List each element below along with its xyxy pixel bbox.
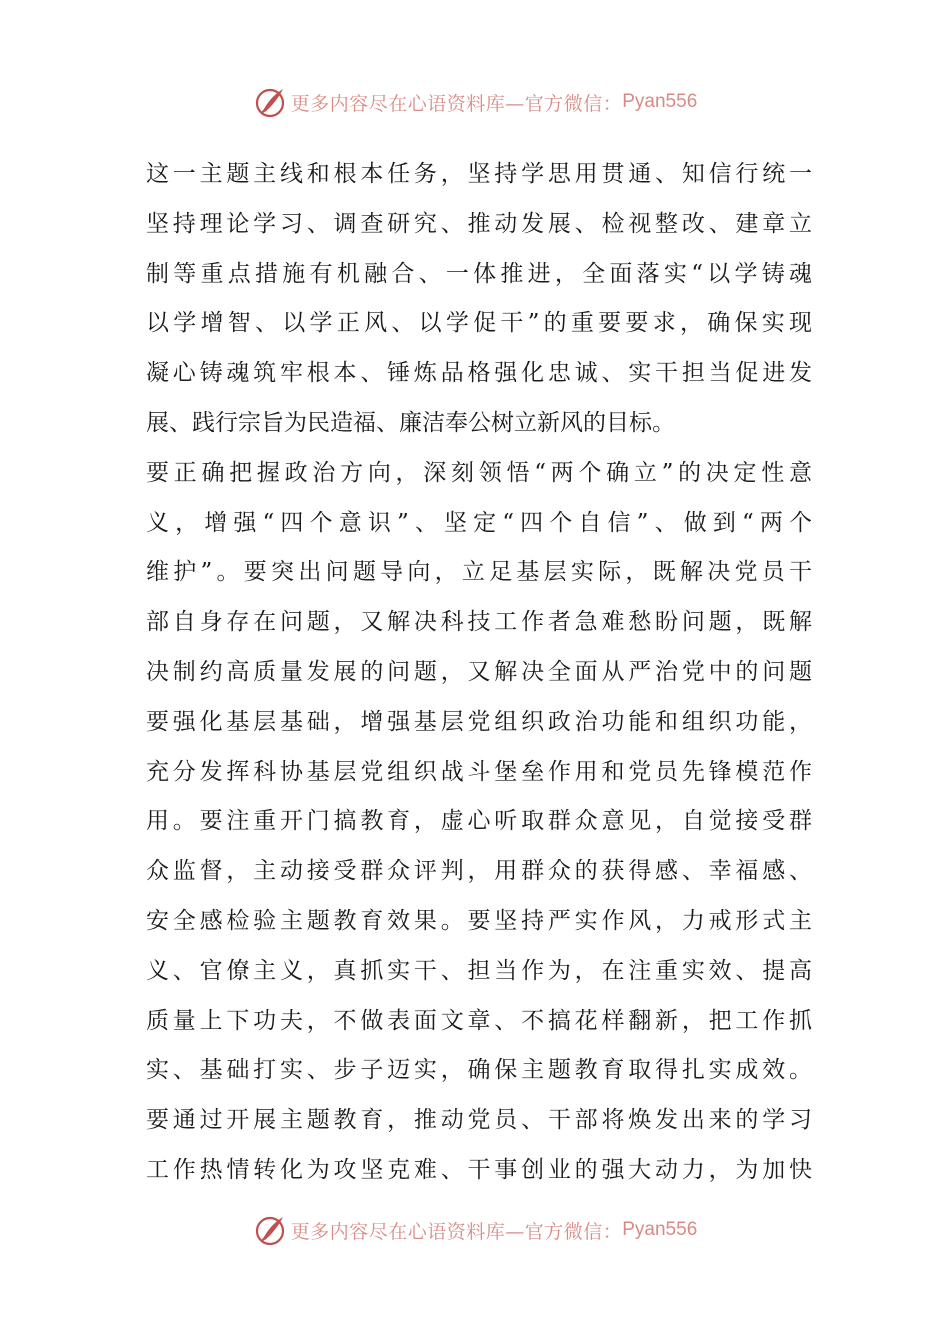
quill-logo-icon (253, 1213, 287, 1247)
text-line: 部自身存在问题，又解决科技工作者急难愁盼问题，既解 (146, 609, 812, 636)
text-line: 这一主题主线和根本任务，坚持学思用贯通、知信行统一 (146, 161, 812, 187)
text-line: 要通过开展主题教育，推动党员、干部将焕发出来的学习 (146, 1107, 812, 1134)
watermark-text: 更多内容尽在心语资料库—官方微信： (290, 1220, 623, 1243)
watermark-text: 更多内容尽在心语资料库—官方微信： (290, 92, 623, 115)
quill-logo-icon (253, 85, 287, 119)
text-line: 要正确把握政治方向，深刻领悟“两个确立”的决定性意 (146, 459, 812, 486)
footer-watermark (0, 1210, 950, 1250)
text-line: 凝心铸魂筑牢根本、锤炼品格强化忠诚、实干担当促进发 (146, 360, 812, 387)
document-body (146, 150, 812, 1196)
watermark-wechat-id: Pyan556 (622, 1219, 698, 1240)
text-line: 质量上下功夫，不做表面文章、不搞花样翻新，把工作抓 (146, 1007, 812, 1034)
text-line: 实、基础打实、步子迈实，确保主题教育取得扎实成效。 (146, 1057, 812, 1084)
text-line: 坚持理论学习、调查研究、推动发展、检视整改、建章立 (146, 210, 812, 237)
text-line: 展、践行宗旨为民造福、廉洁奉公树立新风的目标。 (146, 409, 675, 436)
text-line: 制等重点措施有机融合、一体推进，全面落实“以学铸魂 (146, 260, 812, 287)
text-line: 众监督，主动接受群众评判，用群众的获得感、幸福感、 (146, 858, 812, 885)
header-watermark (0, 82, 950, 122)
text-line: 以学增智、以学正风、以学促干”的重要要求，确保实现 (146, 310, 812, 337)
text-line: 维护”。要突出问题导向，立足基层实际，既解决党员干 (146, 559, 812, 586)
text-line: 决制约高质量发展的问题，又解决全面从严治党中的问题 (146, 658, 812, 685)
text-line: 工作热情转化为攻坚克难、干事创业的强大动力，为加快 (146, 1156, 812, 1183)
watermark-wechat-id: Pyan556 (622, 91, 698, 112)
text-line: 充分发挥科协基层党组织战斗堡垒作用和党员先锋模范作 (146, 758, 812, 785)
text-line: 用。要注重开门搞教育，虚心听取群众意见，自觉接受群 (146, 808, 812, 835)
text-line: 义、官僚主义，真抓实干、担当作为，在注重实效、提高 (146, 957, 812, 984)
text-line: 义，增强“四个意识”、坚定“四个自信”、做到“两个 (146, 509, 812, 536)
text-line: 安全感检验主题教育效果。要坚持严实作风，力戒形式主 (146, 907, 812, 934)
text-line: 要强化基层基础，增强基层党组织政治功能和组织功能， (146, 708, 812, 735)
